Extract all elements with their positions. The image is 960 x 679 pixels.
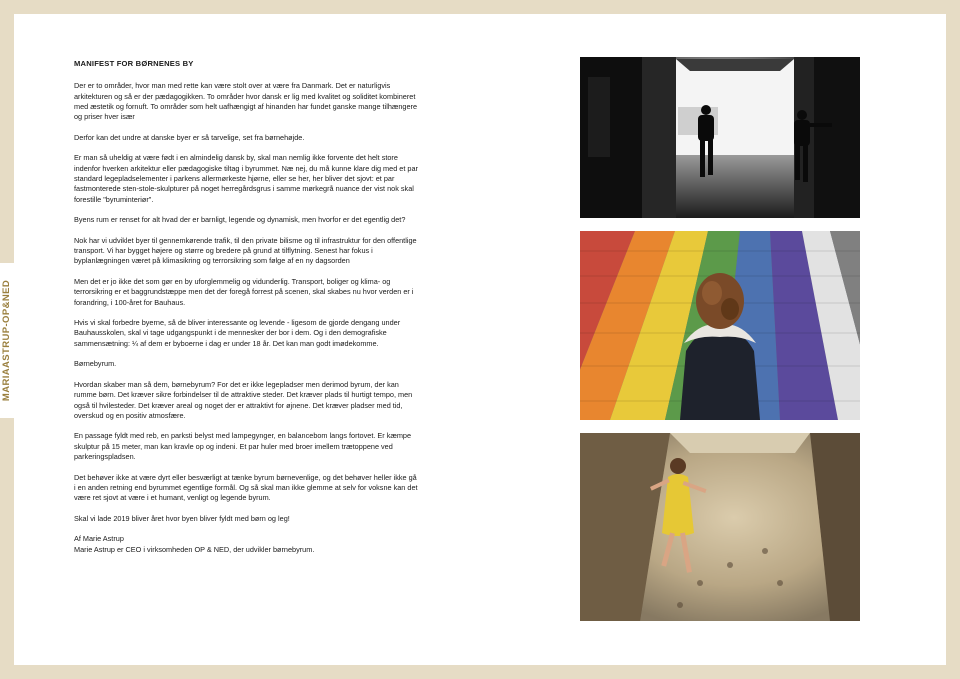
article	[74, 59, 420, 555]
signature-author: Af Marie Astrup	[74, 534, 124, 544]
photo-tunnel-girl	[580, 433, 860, 621]
paragraph: Derfor kan det undre at danske byer er så tarvelige, set fra børnehøjde.	[74, 132, 305, 142]
side-tag-label: MARIAASTRUP-OP&NED	[1, 279, 13, 402]
photo-passage-silhouettes	[580, 57, 860, 218]
paragraph: Hvis vi skal forbedre byerne, så de bliver interessante og levende - ligesom de gjorde dengang under Bauhausskolen, skal vi tage udgangspunkt i de mennesker der bor i dem. Og i den demografiske sammensætning: ¼ af dem er byboerne i dag er under 18 år. Det kan man godt imødekomme.	[74, 318, 401, 348]
paragraph: Børnebyrum.	[74, 359, 117, 369]
paragraph: Er man så uheldig at være født i en almindelig dansk by, skal man nemlig ikke forvente det helt store indenfor hverken arkitektur eller pædagogiske tiltag i byrummet. Næ nej, du må kunne klare dig med et par standard legepladselementer i parkens allermørkeste hjørne, eller se her, her bliver det sjovt: et par fastmonterede sten-stole-skulpturer på noget herregårdsgrus i samme mørkegrå nuance der vist nok skal forestille "byruminteriør".	[74, 153, 418, 204]
paragraph: Det behøver ikke at være dyrt eller besværligt at tænke byrum børnevenlige, og det behøver heller ikke gå i en anden retning end byrummet egentlige formål. Og så skal man ikke glemme at selv for voksne kan det være ret sjovt at være i et humant, venligt og legende byrum.	[74, 472, 418, 503]
signature-bio: Marie Astrup er CEO i virksomheden OP & NED, der udvikler børnebyrum.	[74, 544, 315, 554]
paragraph: Byens rum er renset for alt hvad der er barnligt, legende og dynamisk, men hvorfor er det egentlig det?	[74, 215, 406, 225]
photo-rainbow-street	[580, 231, 860, 420]
paragraph: En passage fyldt med reb, en parksti belyst med lampegynger, en balancebom langs fortovet. Er kæmpe skulptur på 15 meter, man kan kravle op og indeni. Et par huler med broer imellem trætoppene ved parkeringspladsen.	[74, 431, 412, 461]
article-title: MANIFEST FOR BØRNENES BY	[74, 59, 194, 68]
signature	[74, 534, 420, 555]
paragraph: Men det er jo ikke det som gør en by uforglemmelig og vidunderlig. Transport, boliger og klima- og terrorsikring er et baggrundstæppe men det der foregå forrest på scenen, skal skabes nu hvor verden er i forandring, i 100-året for Bauhaus.	[74, 276, 414, 307]
paragraph: Skal vi lade 2019 bliver året hvor byen bliver fyldt med børn og leg!	[74, 513, 290, 523]
side-tag	[0, 263, 14, 418]
paragraph: Nok har vi udviklet byer til gennemkørende trafik, til den private bilisme og til infrastruktur for den offentlige transport. Vi har bygget højere og større og bredere på grund at tilflytning. Senest har fokus i byplanlægningen været på klimasikring og terrorsikring som følge af en ny dagsorden	[74, 235, 417, 266]
paragraph: Der er to områder, hvor man med rette kan være stolt over at være fra Danmark. Det er naturligvis arkitekturen og så er der pædagogikken. To områder hvor dansk er lig med kvalitet og soliditet kombineret med æstetik og fornuft. To områder som helt uafhængigt af hinanden har fundet ganske mange tilhængere og priser hver især	[74, 81, 418, 122]
paragraph: Hvordan skaber man så dem, børnebyrum? For det er ikke legepladser men derimod byrum, der kan rumme børn. Det kræver sikre forbindelser til de attraktive steder. Det kræver plads til hurtigt tempo, men også til hvilesteder. Det kræver areal og noget der er attraktivt for øjnene. Det kræver pladser med tid, overskud og en positiv atmosfære.	[74, 379, 413, 420]
